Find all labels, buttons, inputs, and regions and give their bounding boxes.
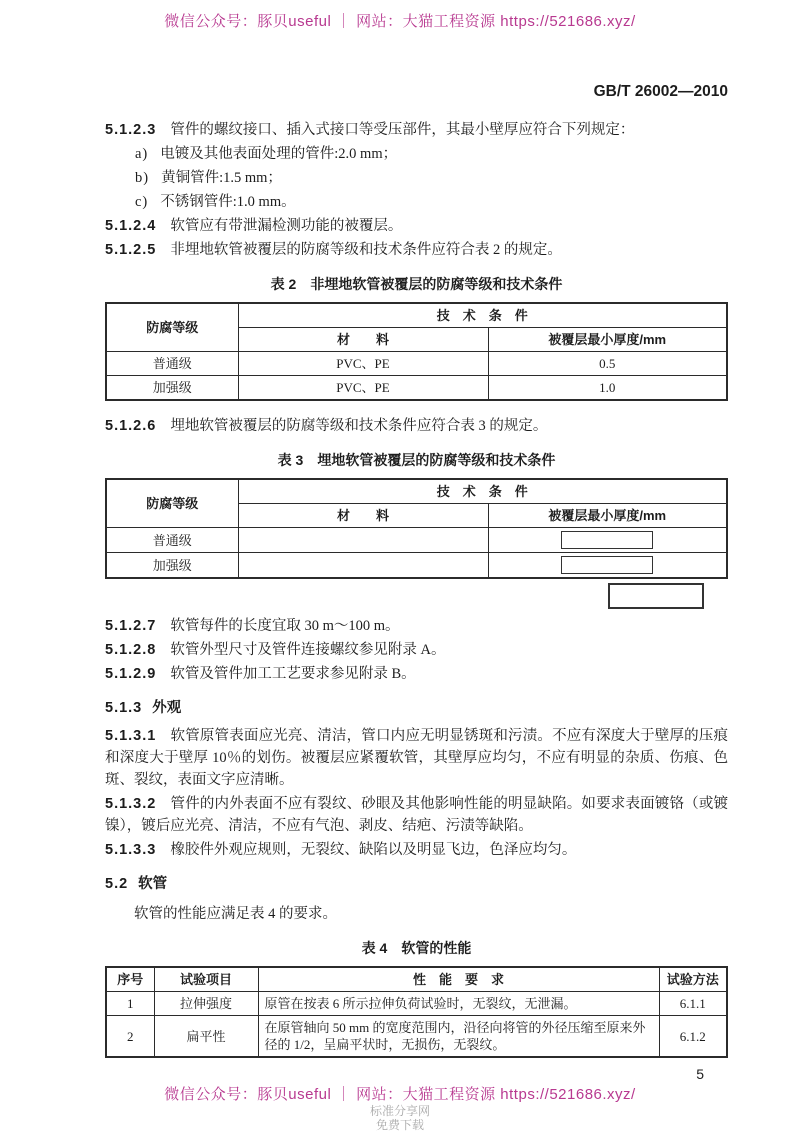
t2-cell-material: PVC、PE: [238, 376, 488, 401]
clause-text: 软管及管件加工工艺要求参见附录 B。: [170, 666, 416, 682]
t2-header-tech: 技 术 条 件: [238, 303, 727, 328]
clause-5-2-intro: 软管的性能应满足表 4 的要求。: [134, 906, 337, 922]
heading-5-2: [105, 873, 728, 895]
clause-text: 软管外型尺寸及管件连接螺纹参见附录 A。: [170, 642, 446, 658]
table-4-title: 表 4 软管的性能: [361, 940, 472, 956]
clause-number: 5.1.2.7: [105, 618, 157, 634]
table-header-row: [106, 303, 727, 328]
clause-number: 5.1.2.6: [105, 418, 157, 434]
heading-text: 软管: [138, 876, 168, 892]
share-site-label: 标准分享网: [369, 1104, 430, 1118]
t4-header-req: 性 能 要 求: [258, 967, 659, 992]
t4-header-no: 序号: [106, 967, 154, 992]
t2-cell-grade: 加强级: [106, 376, 238, 401]
t2-cell-grade: 普通级: [106, 352, 238, 376]
table-header-row: [106, 479, 727, 504]
blank-value-box: [561, 556, 653, 574]
clause-5-1-2-9: [105, 663, 728, 685]
t3-cell-thickness: [488, 528, 727, 553]
t4-cell-req: 原管在按表 6 所示拉伸负荷试验时，无裂纹，无泄漏。: [258, 992, 659, 1016]
clause-number: 5.1.2.9: [105, 666, 157, 682]
t2-header-material: 材 料: [238, 328, 488, 352]
table-row: [106, 376, 727, 401]
free-download-label: 免费下载: [375, 1118, 424, 1131]
t2-header-thickness: 被覆层最小厚度/mm: [488, 328, 727, 352]
table-2: [105, 302, 728, 401]
table-3-title: 表 3 埋地软管被覆层的防腐等级和技术条件: [277, 452, 556, 468]
clause-5-1-2-3: [105, 119, 728, 141]
heading-number: 5.2: [105, 876, 129, 892]
standard-code: GB/T 26002—2010: [593, 83, 728, 100]
t3-cell-grade: 加强级: [106, 553, 238, 579]
clause-number: 5.1.2.3: [105, 122, 157, 138]
clause-5-1-3-1: [105, 725, 728, 791]
clause-5-1-2-6: [105, 415, 728, 437]
clause-5-1-2-8: [105, 639, 728, 661]
clause-text: 软管原管表面应光亮、清洁，管口内应无明显锈斑和污渍。不应有深度大于壁厚的压痕和深度大于壁厚 10％的划伤。被覆层应紧覆软管，其壁厚应均匀，不应有明显的杂质、伤痕、色斑、裂纹，表面文字应清晰。: [105, 728, 728, 788]
t4-cell-method: 6.1.2: [659, 1016, 727, 1058]
watermark-bottom: 微信公众号：豚贝useful ｜ 网站：大猫工程资源 https://521686.xyz/: [164, 1086, 636, 1103]
t3-cell-thickness: [488, 553, 727, 579]
t4-cell-method: 6.1.1: [659, 992, 727, 1016]
clause-number: 5.1.3.1: [105, 728, 157, 744]
table-4: [105, 966, 728, 1058]
t3-header-tech: 技 术 条 件: [238, 479, 727, 504]
clause-number: 5.1.3.2: [105, 796, 157, 812]
t3-cell-material: [238, 553, 488, 579]
t4-cell-item: 拉伸强度: [154, 992, 258, 1016]
gray-footer: [0, 1104, 800, 1131]
clause-5-1-2-5: [105, 239, 728, 261]
clause-text: 软管应有带泄漏检测功能的被覆层。: [170, 218, 403, 234]
clause-5-1-3-3: [105, 839, 728, 861]
watermark-top: 微信公众号：豚贝useful ｜ 网站：大猫工程资源 https://521686.xyz/: [164, 13, 636, 30]
table-header-row: [106, 967, 727, 992]
clause-number: 5.1.2.4: [105, 218, 157, 234]
clause-number: 5.1.2.5: [105, 242, 157, 258]
clause-5-1-2-7: [105, 615, 728, 637]
t2-header-grade: 防腐等级: [106, 303, 238, 352]
t2-cell-material: PVC、PE: [238, 352, 488, 376]
clause-number: 5.1.2.8: [105, 642, 157, 658]
list-marker: c): [135, 194, 149, 210]
page-content: [0, 83, 800, 1082]
t4-header-item: 试验项目: [154, 967, 258, 992]
table-row: [106, 1016, 727, 1058]
clause-text: 管件的内外表面不应有裂纹、砂眼及其他影响性能的明显缺陷。如要求表面镀铬（或镀镍），镀后应光亮、清洁，不应有气泡、剥皮、结疤、污渍等缺陷。: [105, 796, 728, 834]
clause-number: 5.1.3.3: [105, 842, 157, 858]
table-row: [106, 352, 727, 376]
table-2-title: 表 2 非埋地软管被覆层的防腐等级和技术条件: [270, 276, 563, 292]
table-row: [106, 992, 727, 1016]
list-text: 不锈钢管件:1.0 mm。: [160, 194, 296, 210]
clause-text: 软管每件的长度宜取 30 m～100 m。: [170, 618, 400, 634]
clause-text: 埋地软管被覆层的防腐等级和技术条件应符合表 3 的规定。: [170, 418, 548, 434]
t4-cell-no: 2: [106, 1016, 154, 1058]
t4-cell-req: 在原管轴向 50 mm 的宽度范围内，沿径向将管的外径压缩至原来外径的 1/2，呈扁平状时，无损伤，无裂纹。: [258, 1016, 659, 1058]
list-item-a: [105, 143, 728, 165]
clause-5-1-2-4: [105, 215, 728, 237]
t3-header-material: 材 料: [238, 504, 488, 528]
t4-cell-no: 1: [106, 992, 154, 1016]
t4-cell-item: 扁平性: [154, 1016, 258, 1058]
heading-number: 5.1.3: [105, 700, 143, 716]
clause-5-1-3-2: [105, 793, 728, 837]
heading-5-1-3: [105, 697, 728, 719]
t4-header-method: 试验方法: [659, 967, 727, 992]
t2-cell-thickness: 0.5: [488, 352, 727, 376]
list-item-c: [105, 191, 728, 213]
page-number: 5: [696, 1066, 704, 1082]
table-row: [106, 553, 727, 579]
list-marker: b): [135, 170, 150, 186]
table-row: [106, 528, 727, 553]
table-3: [105, 478, 728, 579]
clause-text: 非埋地软管被覆层的防腐等级和技术条件应符合表 2 的规定。: [170, 242, 562, 258]
heading-text: 外观: [152, 700, 182, 716]
t3-cell-material: [238, 528, 488, 553]
blank-value-box: [561, 531, 653, 549]
list-item-b: [105, 167, 728, 189]
t2-cell-thickness: 1.0: [488, 376, 727, 401]
list-text: 黄铜管件:1.5 mm；: [161, 170, 282, 186]
clause-text: 橡胶件外观应规则，无裂纹、缺陷以及明显飞边，色泽应均匀。: [170, 842, 577, 858]
list-marker: a): [135, 146, 149, 162]
t3-header-thickness: 被覆层最小厚度/mm: [488, 504, 727, 528]
list-text: 电镀及其他表面处理的管件:2.0 mm；: [160, 146, 398, 162]
clause-text: 管件的螺纹接口、插入式接口等受压部件，其最小壁厚应符合下列规定：: [170, 122, 635, 138]
t3-cell-grade: 普通级: [106, 528, 238, 553]
scan-artifact-box: [608, 583, 704, 609]
t3-header-grade: 防腐等级: [106, 479, 238, 528]
